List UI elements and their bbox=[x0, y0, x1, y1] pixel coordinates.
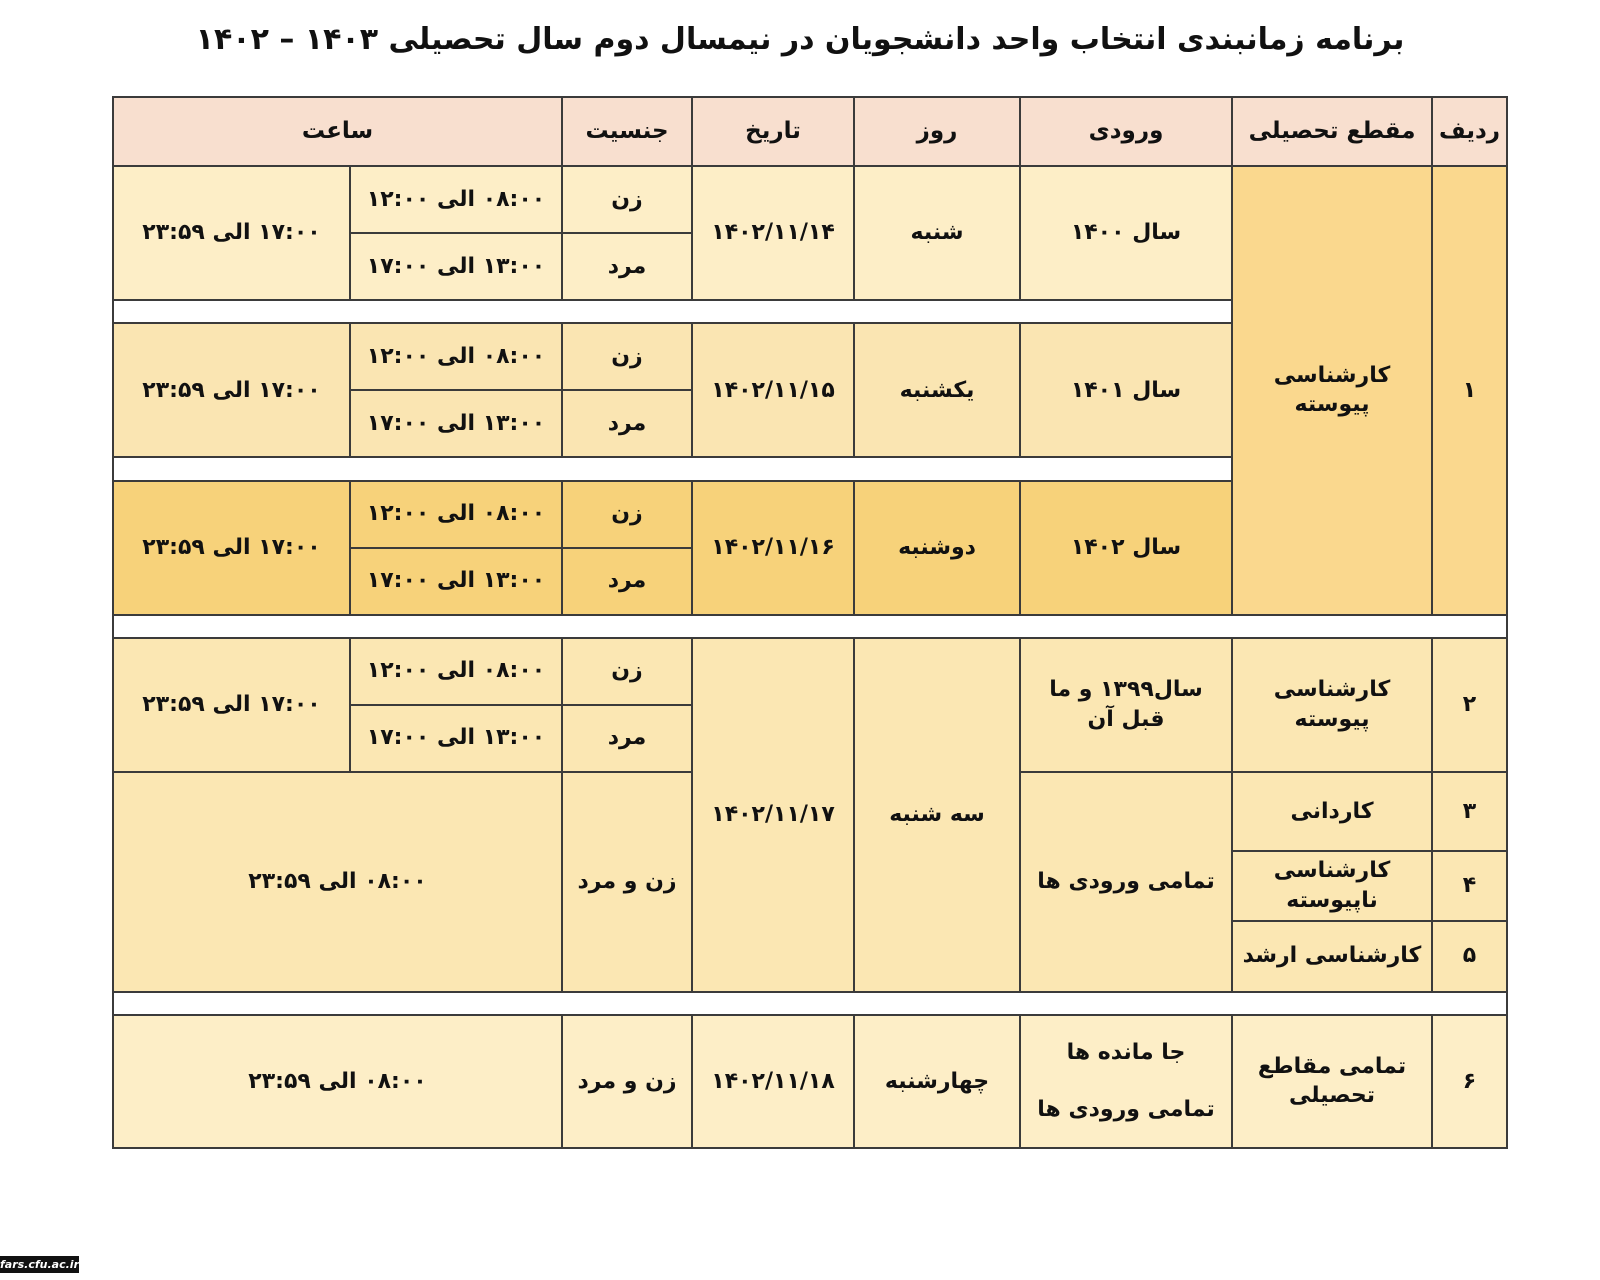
header-row-number: ردیف bbox=[1432, 97, 1507, 166]
level-cell: کارشناسی پیوسته bbox=[1232, 166, 1432, 614]
entry-cell: سال ۱۴۰۲ bbox=[1020, 481, 1232, 615]
separator-cell bbox=[113, 300, 1232, 323]
row-number-cell: ۴ bbox=[1432, 851, 1507, 920]
gender-cell: مرد bbox=[562, 390, 692, 457]
time-cell: ۱۳:۰۰ الی ۱۷:۰۰ bbox=[350, 548, 562, 615]
gender-cell: زن bbox=[562, 323, 692, 390]
level-cell: کارشناسی ناپیوسته bbox=[1232, 851, 1432, 920]
gender-cell: زن bbox=[562, 166, 692, 233]
header-time: ساعت bbox=[113, 97, 562, 166]
table-row bbox=[113, 638, 1507, 705]
full-day-time-cell: ۰۸:۰۰ الی ۲۳:۵۹ bbox=[113, 772, 562, 992]
row-number-cell: ۱ bbox=[1432, 166, 1507, 614]
time-cell: ۰۸:۰۰ الی ۱۲:۰۰ bbox=[350, 323, 562, 390]
header-row bbox=[113, 97, 1507, 166]
entry-cell: تمامی ورودی ها bbox=[1020, 772, 1232, 992]
time-cell: ۰۸:۰۰ الی ۱۲:۰۰ bbox=[350, 481, 562, 548]
entry-line: جا مانده ها bbox=[1066, 1039, 1186, 1065]
row-separator bbox=[113, 992, 1507, 1015]
separator-cell bbox=[113, 992, 1507, 1015]
gender-cell: مرد bbox=[562, 548, 692, 615]
level-cell: کارشناسی پیوسته bbox=[1232, 638, 1432, 772]
full-day-time-cell: ۰۸:۰۰ الی ۲۳:۵۹ bbox=[113, 1015, 562, 1148]
level-cell: کاردانی bbox=[1232, 772, 1432, 852]
header-level: مقطع تحصیلی bbox=[1232, 97, 1432, 166]
day-cell: شنبه bbox=[854, 166, 1020, 300]
date-cell: ۱۴۰۲/۱۱/۱۸ bbox=[692, 1015, 854, 1148]
gender-cell: زن bbox=[562, 638, 692, 705]
schedule-table bbox=[112, 96, 1508, 1149]
date-cell: ۱۴۰۲/۱۱/۱۵ bbox=[692, 323, 854, 457]
time-cell: ۱۳:۰۰ الی ۱۷:۰۰ bbox=[350, 390, 562, 457]
entry-line: تمامی ورودی ها bbox=[1037, 1097, 1215, 1123]
header-date: تاریخ bbox=[692, 97, 854, 166]
header-gender: جنسیت bbox=[562, 97, 692, 166]
time-cell: ۱۳:۰۰ الی ۱۷:۰۰ bbox=[350, 233, 562, 300]
time-cell: ۰۸:۰۰ الی ۱۲:۰۰ bbox=[350, 166, 562, 233]
level-cell: کارشناسی ارشد bbox=[1232, 921, 1432, 992]
day-cell: چهارشنبه bbox=[854, 1015, 1020, 1148]
date-cell: ۱۴۰۲/۱۱/۱۴ bbox=[692, 166, 854, 300]
day-cell: سه شنبه bbox=[854, 638, 1020, 992]
entry-cell: سال ۱۴۰۱ bbox=[1020, 323, 1232, 457]
header-day: روز bbox=[854, 97, 1020, 166]
time-cell: ۱۳:۰۰ الی ۱۷:۰۰ bbox=[350, 705, 562, 772]
gender-cell: زن و مرد bbox=[562, 772, 692, 992]
row-separator bbox=[113, 615, 1507, 638]
evening-time-cell: ۱۷:۰۰ الی ۲۳:۵۹ bbox=[113, 481, 350, 615]
time-cell: ۰۸:۰۰ الی ۱۲:۰۰ bbox=[350, 638, 562, 705]
gender-cell: زن و مرد bbox=[562, 1015, 692, 1148]
separator-cell bbox=[113, 457, 1232, 480]
day-cell: دوشنبه bbox=[854, 481, 1020, 615]
row-number-cell: ۵ bbox=[1432, 921, 1507, 992]
day-cell: یکشنبه bbox=[854, 323, 1020, 457]
entry-cell: سال۱۳۹۹ و ما قبل آن bbox=[1020, 638, 1232, 772]
header-entry: ورودی bbox=[1020, 97, 1232, 166]
row-number-cell: ۳ bbox=[1432, 772, 1507, 852]
gender-cell: مرد bbox=[562, 705, 692, 772]
evening-time-cell: ۱۷:۰۰ الی ۲۳:۵۹ bbox=[113, 323, 350, 457]
level-cell: تمامی مقاطع تحصیلی bbox=[1232, 1015, 1432, 1148]
entry-cell bbox=[1020, 1015, 1232, 1148]
date-cell: ۱۴۰۲/۱۱/۱۷ bbox=[692, 638, 854, 992]
row-number-cell: ۶ bbox=[1432, 1015, 1507, 1148]
page-title: برنامه زمانبندی انتخاب واحد دانشجویان در نیمسال دوم سال تحصیلی ۱۴۰۳ – ۱۴۰۲ bbox=[195, 22, 1405, 57]
row-number-cell: ۲ bbox=[1432, 638, 1507, 772]
table-row bbox=[113, 166, 1507, 233]
site-watermark: fars.cfu.ac.ir bbox=[0, 1258, 79, 1271]
separator-cell bbox=[113, 615, 1507, 638]
evening-time-cell: ۱۷:۰۰ الی ۲۳:۵۹ bbox=[113, 166, 350, 300]
table-row bbox=[113, 1015, 1507, 1148]
entry-cell: سال ۱۴۰۰ bbox=[1020, 166, 1232, 300]
date-cell: ۱۴۰۲/۱۱/۱۶ bbox=[692, 481, 854, 615]
gender-cell: مرد bbox=[562, 233, 692, 300]
gender-cell: زن bbox=[562, 481, 692, 548]
evening-time-cell: ۱۷:۰۰ الی ۲۳:۵۹ bbox=[113, 638, 350, 772]
